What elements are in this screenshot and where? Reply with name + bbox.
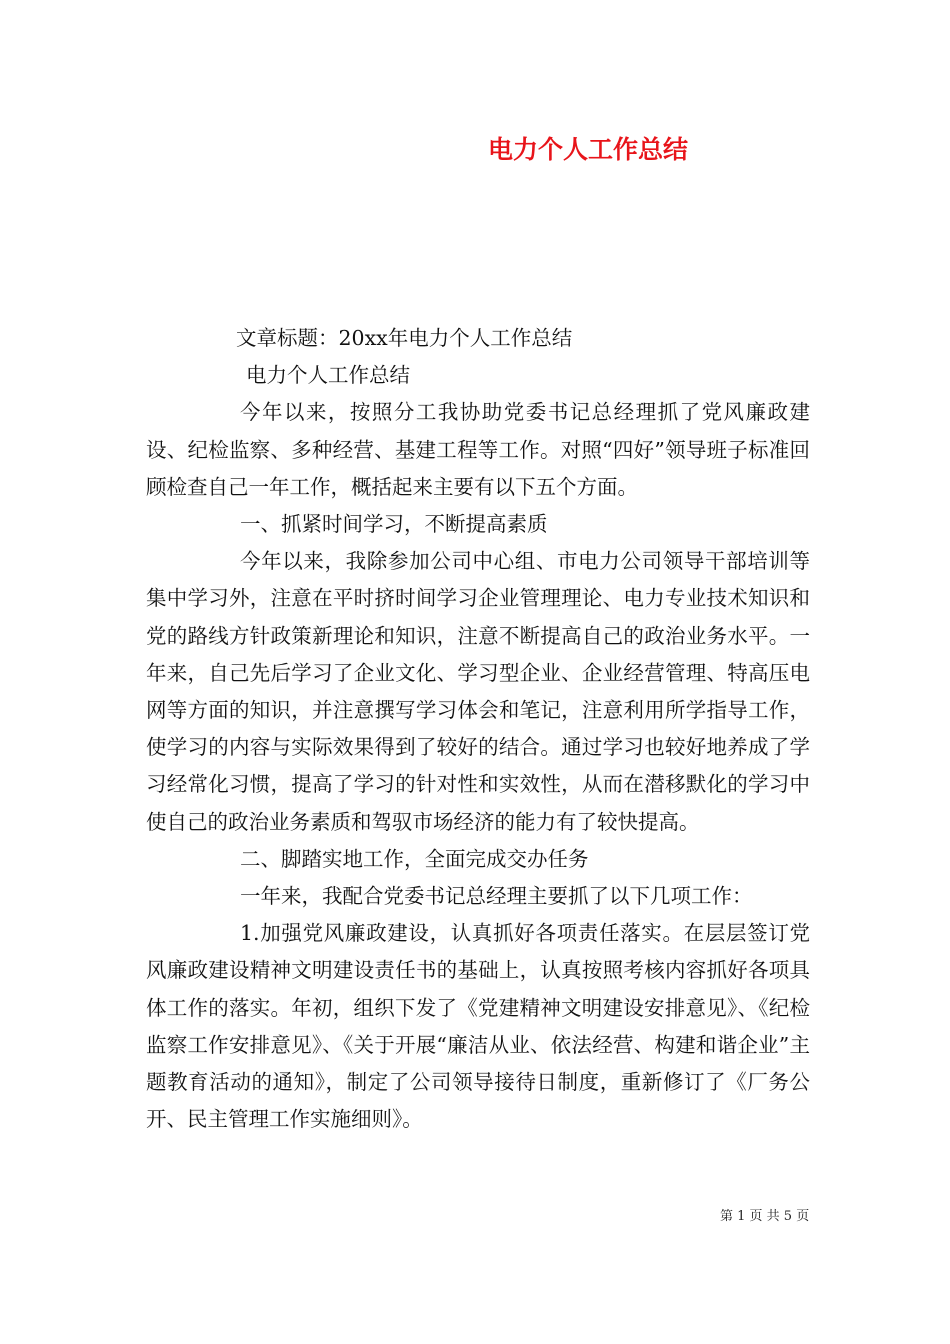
paragraph-study: 今年以来，我除参加公司中心组、市电力公司领导干部培训等集中学习外，注意在平时挤时间学习企业管理理论、电力专业技术知识和党的路线方针政策新理论和知识，注意不断提高自己的政治业务水平。一年来，自己先后学习了企业文化、学习型企业、企业经营管理、特高压电网等方面的知识，并注意撰写学习体会和笔记，注意利用所学指导工作，使学习的内容与实际效果得到了较好的结合。通过学习也较好地养成了学习经常化习惯，提高了学习的针对性和实效性，从而在潜移默化的学习中使自己的政治业务素质和驾驭市场经济的能力有了较快提高。 [146,549,810,834]
section-heading-2: 二、脚踏实地工作，全面完成交办任务 [240,846,589,871]
page-footer: 第 1 页 共 5 页 [720,1209,810,1224]
meta-title: 文章标题：20xx年电力个人工作总结 [236,326,573,350]
paragraph-item-1: 1.加强党风廉政建设，认真抓好各项责任落实。在层层签订党风廉政建设精神文明建设责任书的基础上，认真按照考核内容抓好各项具体工作的落实。年初，组织下发了《党建精神文明建设安排意见》、《纪检监察工作安排意见》、《关于开展“廉洁从业、依法经营、构建和谐企业”主题教育活动的通知》，制定了公司领导接待日制度，重新修订了《厂务公开、民主管理工作实施细则》。 [146,921,810,1132]
document-title: 电力个人工作总结 [488,135,689,164]
document-body [146,320,810,1138]
paragraph-intro: 今年以来，按照分工我协助党委书记总经理抓了党风廉政建设、纪检监察、多种经营、基建工程等工作。对照“四好”领导班子标准回顾检查自己一年工作，概括起来主要有以下五个方面。 [146,400,810,499]
paragraph-work-intro: 一年来，我配合党委书记总经理主要抓了以下几项工作： [240,884,753,909]
section-heading-1: 一、抓紧时间学习，不断提高素质 [240,512,548,537]
subtitle: 电力个人工作总结 [246,363,410,388]
